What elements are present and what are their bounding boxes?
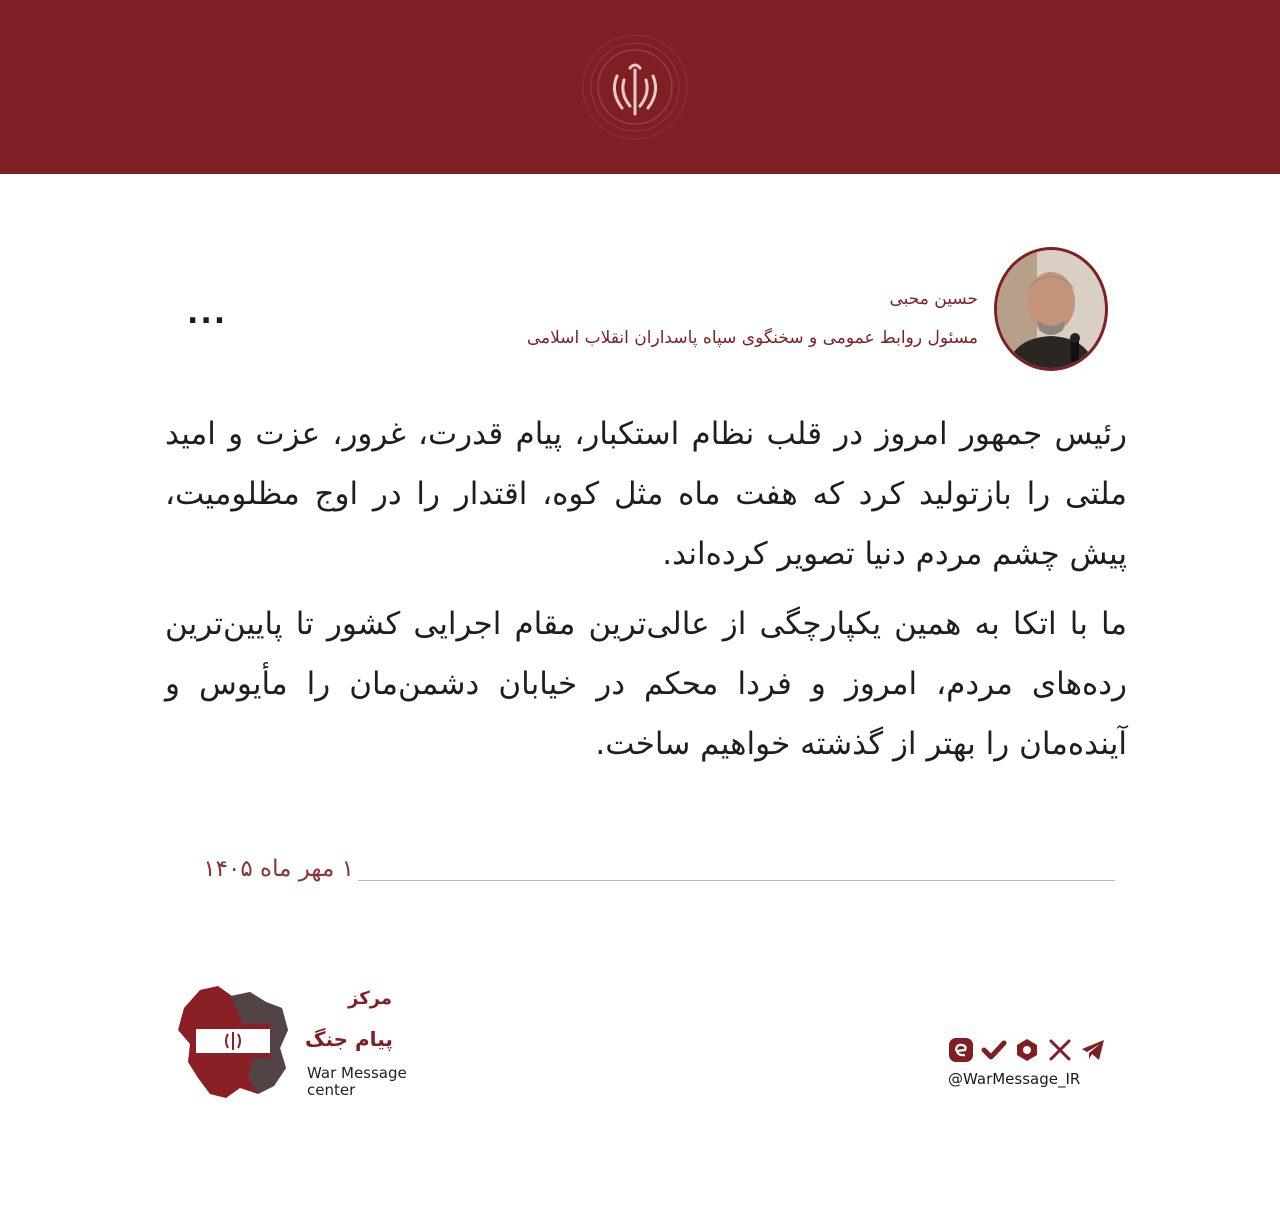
logo-title-line1: مرکز (348, 988, 393, 1009)
post-header (168, 247, 1108, 377)
rubika-icon[interactable] (1013, 1036, 1041, 1064)
x-icon[interactable] (1046, 1036, 1074, 1064)
iran-map-logo-icon (170, 982, 296, 1106)
logo-english-name: War Message center (307, 1064, 407, 1099)
check-icon[interactable] (980, 1036, 1008, 1064)
post-body (165, 404, 1127, 784)
header-banner (0, 0, 1280, 174)
divider (358, 880, 1115, 881)
social-links (947, 1036, 1107, 1068)
author-name: حسین محبی (889, 289, 978, 309)
iran-emblem-icon (580, 32, 690, 142)
social-handle[interactable]: @WarMessage_IR (948, 1070, 1081, 1088)
author-avatar[interactable] (994, 247, 1108, 371)
post-date: ۱ مهر ماه ۱۴۰۵ (203, 856, 354, 882)
author-role: مسئول روابط عمومی و سخنگوی سپاه پاسداران انقلاب اسلامی (526, 328, 978, 348)
eitaa-icon[interactable] (947, 1036, 975, 1064)
telegram-icon[interactable] (1079, 1036, 1107, 1064)
logo-title-line2: پیام جنگ (305, 1027, 393, 1051)
post-paragraph: رئیس جمهور امروز در قلب نظام استکبار، پیام قدرت، غرور، عزت و امید ملتی را بازتولید کرد که هفت ماه مثل کوه، اقتدار را در اوج مظلومیت، پیش چشم مردم دنیا تصویر کرده‌اند. (165, 416, 1127, 572)
post-paragraph: ما با اتکا به همین یکپارچگی از عالی‌ترین مقام اجرایی کشور تا پایین‌ترین رده‌های مردم، امروز و فردا محکم در خیابان دشمن‌مان را مأیوس و آینده‌مان را بهتر از گذشته خواهیم ساخت. (165, 606, 1127, 762)
more-options-button[interactable]: ... (187, 296, 228, 331)
